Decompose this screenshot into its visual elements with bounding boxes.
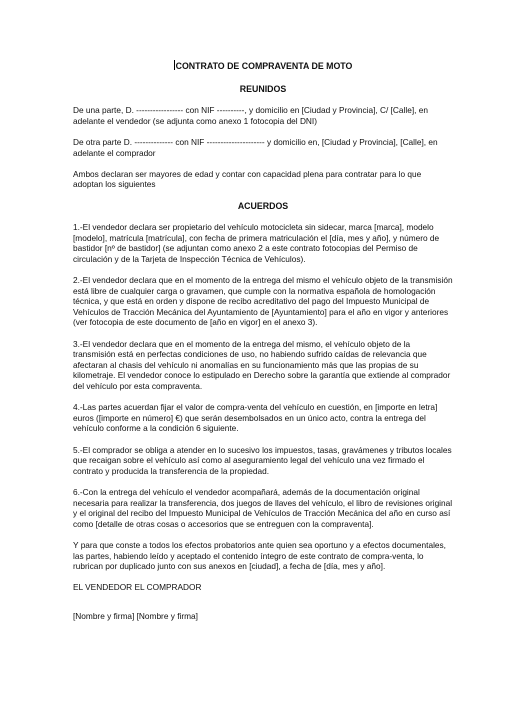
paragraph-acuerdo-1: 1.-El vendedor declara ser propietario del vehículo motocicleta sin sidecar, marca [marca], modelo [modelo], matrícula [matrícula], con fecha de primera matriculación el [día, mes y año], y número de bastidor [nº de bastidor] (se adjuntan como anexo 2 a este contrato fotocopias del Permiso de circulación y de la Tarjeta de Inspección Técnica de Vehículos). [73, 222, 440, 264]
document-body [73, 60, 453, 632]
paragraph-acuerdo-6: 6.-Con la entrega del vehículo el vendedor acompañará, además de la documentación original necesaria para realizar la transferencia, dos juegos de llaves del vehículo, el libro de revisiones original y el original del recibo del Impuesto Municipal de Vehículos de Tracción Mecánica del año en curso así como [detalle de otras cosas o accesorios que se entreguen con la compraventa]. [73, 486, 453, 529]
paragraph-acuerdo-3: 3.-El vendedor declara que en el momento de la entrega del mismo, el vehículo objeto de la transmisión está en perfectas condiciones de uso, no habiendo sufrido caídas de relevancia que afectaran al chasis del vehículo ni anomalías en su funcionamiento más que las propias de su kilometraje. El vendedor conoce lo estipulado en Derecho sobre la garantía que extiende al comprador del vehículo por esta compraventa. [73, 338, 451, 392]
paragraph-acuerdo-2: 2.-El vendedor declara que en el momento de la entrega del mismo el vehículo objeto de la transmisión está libre de cualquier carga o gravamen, que cumple con la normativa española de homologación técnica, y que está en orden y dispone de recibo acreditativo del pago del Impuesto Municipal de Vehículos de Tracción Mecánica del Ayuntamiento de [Ayuntamiento] para el año en vigor y anteriores (ver fotocopia de este documento de [año en vigor] en el anexo 3). [73, 275, 453, 328]
paragraph-comprador: De otra parte D. -------------- con NIF --------------------- y domicilio en, [Ciudad y Provincia], [Calle], en adelante el comprador [73, 136, 438, 158]
section-heading-acuerdos: ACUERDOS [237, 200, 289, 211]
section-heading-reunidos: REUNIDOS [239, 83, 287, 94]
signature-parties: EL VENDEDOR EL COMPRADOR [73, 582, 202, 593]
paragraph-acuerdo-4: 4.-Las partes acuerdan fijar el valor de compra-venta del vehículo en cuestión, en [importe en letra] euros ([importe en número] €) que serán desembolsados en un único acto, contra la entrega del vehículo conforme a la condición 6 siguiente. [73, 402, 438, 434]
text-cursor [174, 60, 175, 70]
document-title-text: CONTRATO DE COMPRAVENTA DE MOTO [175, 61, 353, 71]
signature-names: [Nombre y firma] [Nombre y firma] [73, 610, 198, 621]
paragraph-acuerdo-5: 5.-El comprador se obliga a atender en lo sucesivo los impuestos, tasas, gravámenes y tributos locales que recaigan sobre el vehículo así como al aseguramiento legal del vehículo una vez firmado el contrato y producida la transferencia de la propiedad. [73, 444, 452, 476]
paragraph-capacidad: Ambos declaran ser mayores de edad y contar con capacidad plena para contratar para lo que adoptan los siguientes [73, 168, 422, 190]
paragraph-conclusion: Y para que conste a todos los efectos probatorios ante quien sea oportuno y a efectos documentales, las partes, habiendo leído y aceptado el contenido íntegro de este contrato de compra-venta, lo rubrican por duplicado junto con sus anexos en [ciudad], a fecha de [día, mes y año]. [73, 539, 446, 572]
document-title [73, 60, 453, 72]
paragraph-vendedor: De una parte, D. ----------------- con NIF ----------, y domicilio en [Ciudad y Provincia], C/ [Calle], en adelante el vendedor (se adjunta como anexo 1 fotocopia del DNI) [73, 105, 428, 126]
